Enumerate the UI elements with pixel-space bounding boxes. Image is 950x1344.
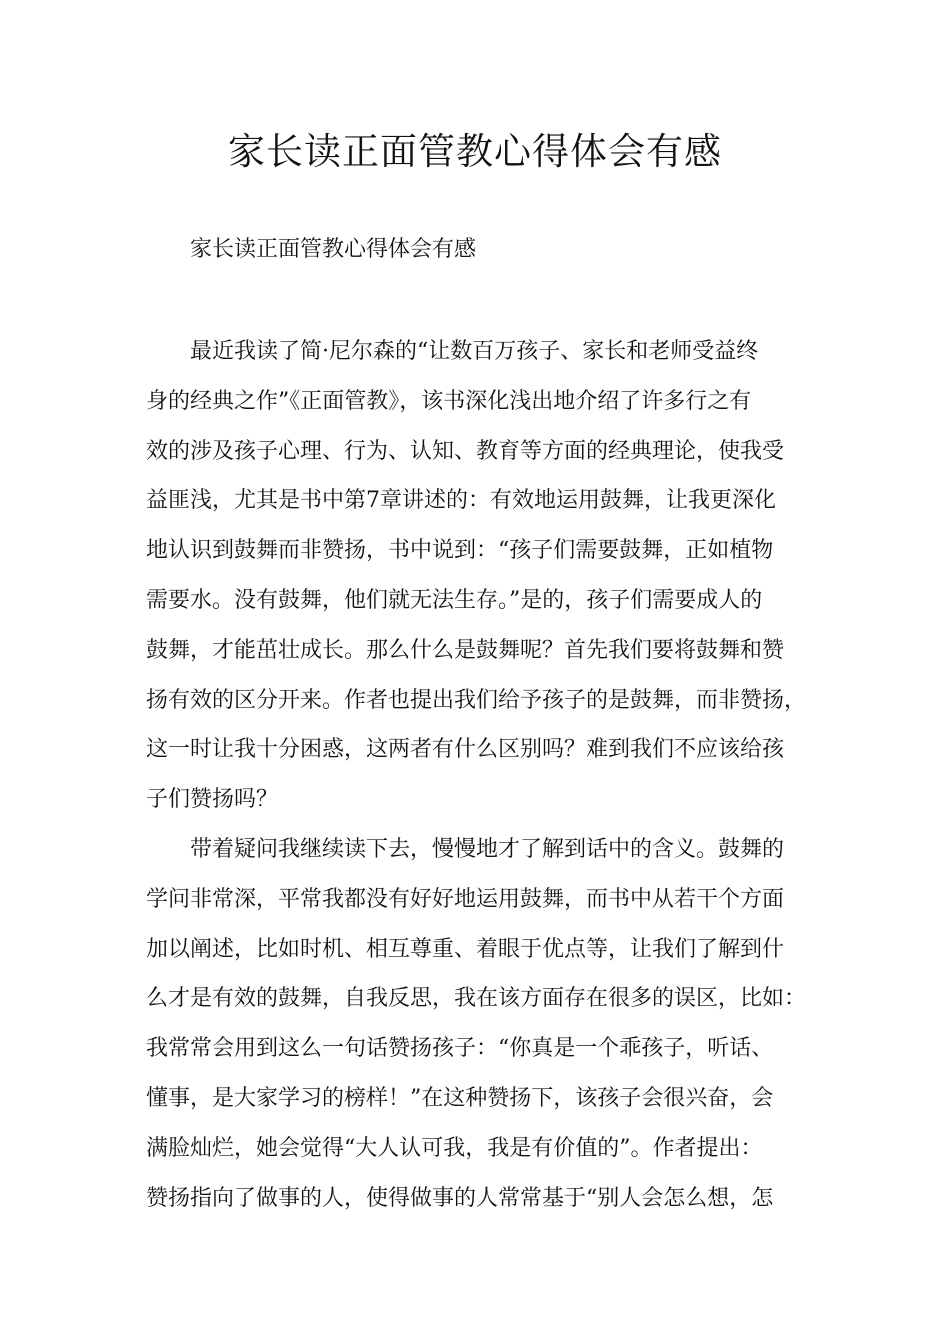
paragraph-2 bbox=[146, 832, 826, 1230]
text-line: 带着疑问我继续读下去，慢慢地才了解到话中的含义。鼓舞的 bbox=[190, 837, 785, 862]
text-line: 我常常会用到这么一句话赞扬孩子：“你真是一个乖孩子，听话、 bbox=[146, 1036, 774, 1062]
text-line: 赞扬指向了做事的人，使得做事的人常常基于“别人会怎么想，怎 bbox=[146, 1185, 774, 1211]
text-line: 效的涉及孩子心理、行为、认知、教育等方面的经典理论，使我受 bbox=[146, 438, 785, 464]
text-line: 满脸灿烂，她会觉得“大人认可我，我是有价值的”。作者提出： bbox=[146, 1135, 763, 1161]
text-line: 需要水。没有鼓舞，他们就无法生存。”是的，孩子们需要成人的 bbox=[146, 587, 763, 613]
text-line: 地认识到鼓舞而非赞扬，书中说到：“孩子们需要鼓舞，正如植物 bbox=[146, 538, 774, 564]
document-subtitle: 家长读正面管教心得体会有感 bbox=[190, 237, 477, 262]
text-line: 最近我读了简·尼尔森的“让数百万孩子、家长和老师受益终 bbox=[190, 339, 759, 364]
text-line: 鼓舞，才能茁壮成长。那么什么是鼓舞呢？首先我们要将鼓舞和赞 bbox=[146, 637, 785, 663]
text-line: 扬有效的区分开来。作者也提出我们给予孩子的是鼓舞，而非赞扬， bbox=[146, 687, 807, 713]
text-line: 益匪浅，尤其是书中第7章讲述的：有效地运用鼓舞，让我更深化 bbox=[146, 488, 776, 514]
text-line: 么才是有效的鼓舞，自我反思，我在该方面存在很多的误区，比如： bbox=[146, 986, 807, 1012]
text-line: 身的经典之作”《正面管教》，该书深化浅出地介绍了许多行之有 bbox=[146, 388, 752, 414]
text-line: 子们赞扬吗？ bbox=[146, 787, 279, 813]
text-line: 加以阐述，比如时机、相互尊重、着眼于优点等，让我们了解到什 bbox=[146, 936, 785, 962]
text-line: 这一时让我十分困惑，这两者有什么区别吗？难到我们不应该给孩 bbox=[146, 737, 785, 763]
paragraph-1 bbox=[146, 334, 826, 832]
document-title: 家长读正面管教心得体会有感 bbox=[228, 130, 722, 173]
text-line: 学问非常深，平常我都没有好好地运用鼓舞，而书中从若干个方面 bbox=[146, 886, 785, 912]
text-line: 懂事，是大家学习的榜样！”在这种赞扬下，该孩子会很兴奋，会 bbox=[146, 1085, 774, 1111]
